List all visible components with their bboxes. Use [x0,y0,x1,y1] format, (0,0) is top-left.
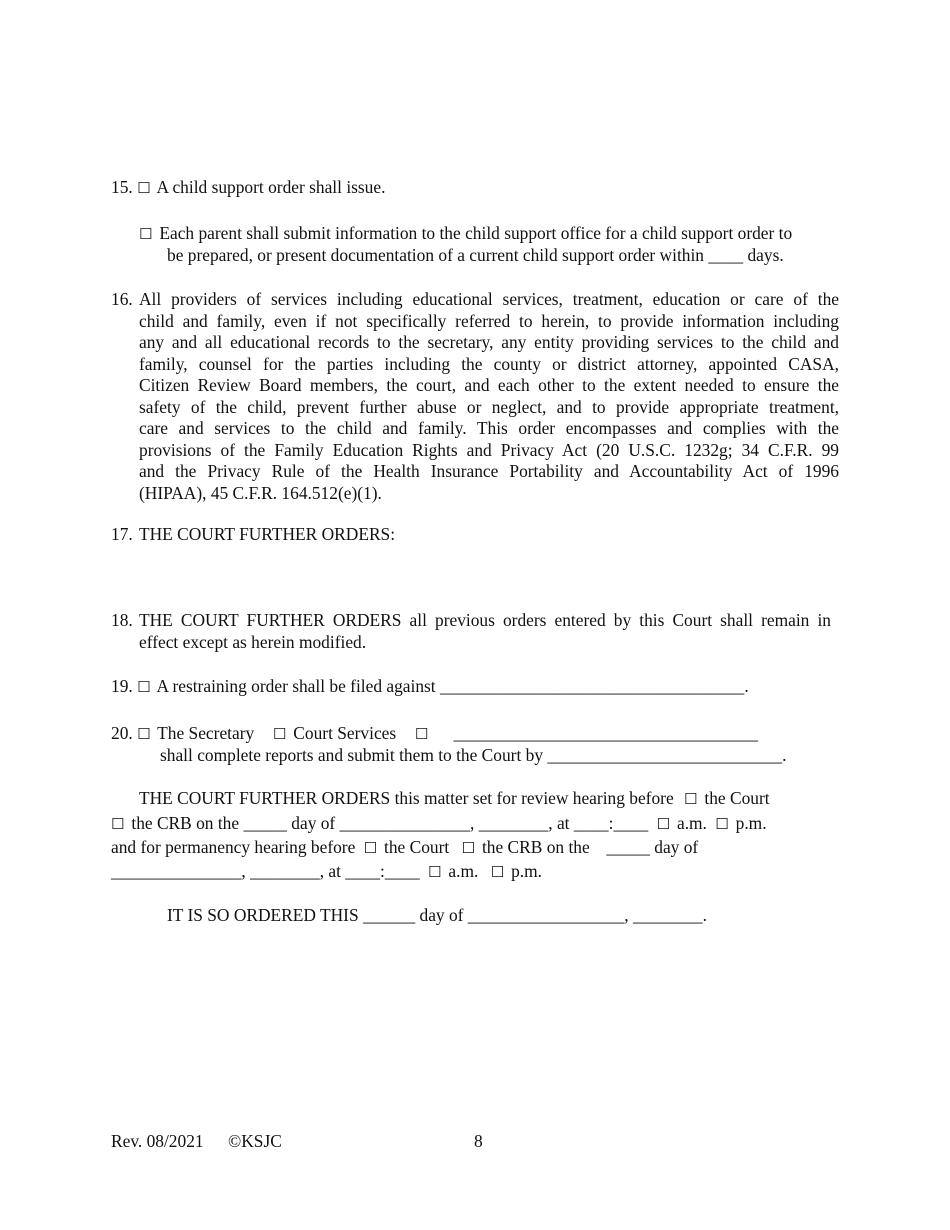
item-19-text: A restraining order shall be filed against [156,676,436,696]
item-15 [111,177,385,200]
item-15-sub-line2: be prepared, or present documentation of a current child support order within ____ days. [167,245,784,265]
item-16-paragraph [139,289,839,504]
checkbox-icon[interactable]: ☐ [111,815,125,833]
review-line2: ☐ the CRB on the _____ day of _______________, ________, at ____:____ ☐ a.m. ☐ p.m. [111,813,767,836]
item-15-number: 15. [111,177,133,197]
item-19 [111,676,749,699]
footer-copyright: ©KSJC [228,1131,282,1151]
checkbox-icon[interactable]: ☐ [137,725,151,743]
item-18-line: THE COURT FURTHER ORDERS all previous orders entered by this Court shall remain in [139,610,831,630]
checkbox-icon[interactable]: ☐ [137,678,151,696]
checkbox-icon[interactable]: ☐ [414,725,429,743]
checkbox-icon[interactable]: ☐ [684,790,698,808]
checkbox-icon[interactable]: ☐ [715,815,729,833]
am-label: a.m. [676,813,707,833]
item-16-number: 16. [111,289,133,309]
item-15-text: A child support order shall issue. [156,177,386,197]
review-line4: _______________, ________, at ____:____ ☐ a.m. ☐ p.m. [111,861,542,884]
checkbox-icon[interactable]: ☐ [139,225,153,243]
footer-revision: Rev. 08/2021 [111,1131,204,1151]
item-19-number: 19. [111,676,133,696]
so-ordered-line[interactable]: IT IS SO ORDERED THIS ______ day of __________________, ________. [167,905,707,925]
item-16-line: safety of the child, prevent further abuse or neglect, and to provide appropriate treatment, [139,396,839,417]
checkbox-icon[interactable]: ☐ [137,179,151,197]
item-16-line: Citizen Review Board members, the court, and each other to the extent needed to ensure the [139,375,839,395]
item-17-number: 17. [111,524,133,544]
item-18-number: 18. [111,610,133,630]
item-16-line: any and all educational records to the secretary, any entity providing services to the child and [139,332,839,352]
checkbox-icon[interactable]: ☐ [428,863,442,881]
item-19-blank[interactable]: ___________________________________. [440,676,749,696]
checkbox-icon[interactable]: ☐ [272,725,287,743]
item-20-line1 [111,723,758,746]
checkbox-icon[interactable]: ☐ [461,839,476,857]
checkbox-icon[interactable]: ☐ [363,839,378,857]
item-20-blank[interactable]: ___________________________________ [453,723,758,743]
page-number: 8 [474,1131,483,1151]
pm-label: p.m. [735,813,767,833]
item-16-line: All providers of services including educational services, treatment, education or care of the [139,289,839,309]
item-20-line2: shall complete reports and submit them to the Court by ___________________________. [160,745,787,765]
item-17-text: THE COURT FURTHER ORDERS: [139,524,396,544]
review-line1: THE COURT FURTHER ORDERS this matter set for review hearing before ☐ the Court [139,788,770,811]
item-16-line: child and family, even if not specifically referred to herein, to provide information including [139,310,839,331]
item-16-line: (HIPAA), 45 C.F.R. 164.512(e)(1). [139,482,382,503]
option-secretary: The Secretary [157,723,255,743]
item-16-line: and the Privacy Rule of the Health Insurance Portability and Accountability Act of 1996 [139,461,839,481]
item-20-number: 20. [111,723,133,743]
option-court-services: Court Services [293,723,397,743]
item-18-line: effect except as herein modified. [139,631,367,652]
checkbox-icon[interactable]: ☐ [656,815,671,833]
pm-label: p.m. [511,861,542,881]
item-16-line: family, counsel for the parties including the county or district attorney, appointed CASA, [139,353,839,374]
item-16-line: provisions of the Family Education Rights and Privacy Act (20 U.S.C. 1232g; 34 C.F.R. 99 [139,439,839,460]
item-16-line: care and services to the child and family. This order encompasses and complies with the [139,418,839,438]
am-label: a.m. [448,861,479,881]
item-15-sub-line1: ☐ Each parent shall submit information to the child support office for a child support order to [139,223,792,246]
checkbox-icon[interactable]: ☐ [490,863,505,881]
review-line3: and for permanency hearing before ☐ the Court ☐ the CRB on the _____ day of [111,837,698,860]
item-18-paragraph [139,610,831,653]
